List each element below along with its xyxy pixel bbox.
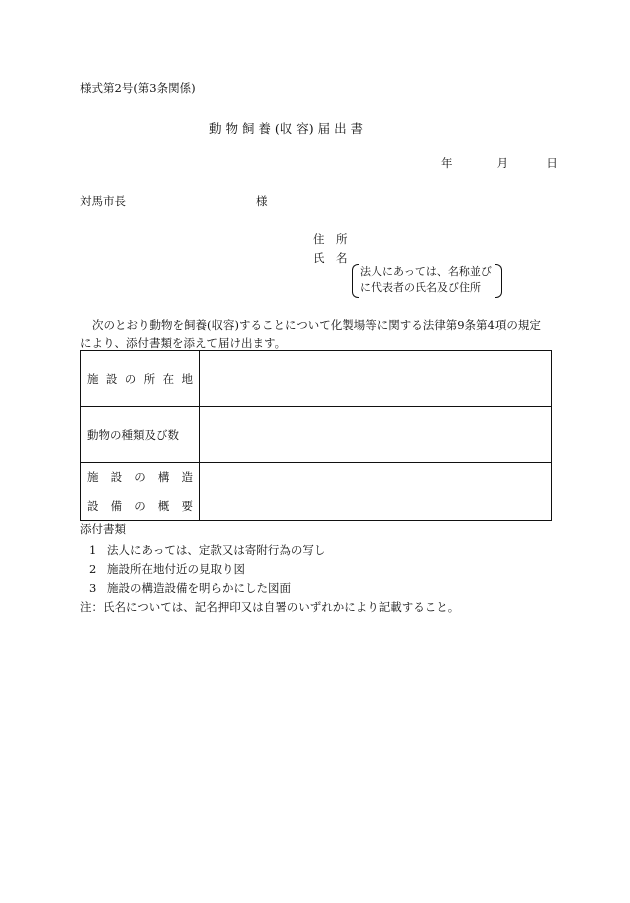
bracket-left — [352, 264, 359, 298]
label-animal-types-text: 動物の種類及び数 — [87, 427, 179, 442]
label-equipment-char: 設 — [87, 498, 99, 513]
label-structure-char: 設 — [110, 470, 123, 485]
label-equipment-char: 概 — [157, 498, 170, 513]
table-row-structure — [81, 463, 552, 521]
table-row-animals — [81, 407, 552, 463]
note: 注：氏名については、記名押印又は自署のいずれかにより記載すること。 — [80, 600, 460, 614]
attachment-item — [89, 561, 245, 577]
attachment-number: 3 — [89, 581, 97, 595]
attachment-text: 施設所在地付近の見取り図 — [107, 562, 245, 576]
body-line-1: 次のとおり動物を飼養(収容)することについて化製場等に関する法律第9条第4項の規定 — [92, 318, 541, 332]
address-label: 住 所 — [313, 232, 348, 246]
label-facility-structure — [81, 463, 200, 521]
field-animal-types[interactable] — [200, 407, 552, 463]
label-animal-types — [81, 407, 200, 463]
table-row-location — [81, 351, 552, 407]
form-number: 様式第2号(第3条関係) — [80, 81, 196, 95]
label-location-char: 在 — [162, 371, 175, 386]
label-equipment-char: の — [134, 498, 146, 513]
honorific: 様 — [256, 194, 268, 208]
corporation-note — [352, 262, 502, 298]
label-structure-char: 構 — [157, 470, 170, 485]
corporation-note-line1: 法人にあっては、名称並び — [360, 265, 492, 278]
date-month: 月 — [496, 156, 509, 170]
body-line-2: により、添付書類を添えて届け出ます。 — [80, 336, 287, 350]
label-structure-char: 造 — [181, 470, 193, 485]
field-facility-location[interactable] — [200, 351, 552, 407]
date-year: 年 — [441, 156, 453, 170]
label-facility-location — [81, 351, 200, 407]
addressee: 対馬市長 — [80, 194, 126, 208]
attachments-heading: 添付書類 — [80, 522, 126, 536]
attachment-number: 1 — [89, 543, 97, 557]
attachment-item — [89, 542, 325, 558]
document-title: 動 物 飼 養 (収 容) 届 出 書 — [209, 121, 364, 136]
date-day: 日 — [546, 156, 558, 170]
attachment-text: 施設の構造設備を明らかにした図面 — [107, 581, 291, 595]
label-structure-char: 施 — [87, 470, 99, 485]
label-location-char: の — [124, 371, 137, 386]
field-facility-structure[interactable] — [200, 463, 552, 521]
label-location-char: 設 — [105, 371, 118, 386]
body-text — [80, 316, 560, 352]
label-structure-char: の — [134, 470, 146, 485]
info-table — [80, 350, 552, 521]
label-location-char: 所 — [143, 371, 156, 386]
label-location-char: 地 — [181, 371, 193, 386]
name-label: 氏 名 — [313, 251, 348, 265]
corporation-note-line2: に代表者の氏名及び住所 — [360, 281, 481, 294]
label-equipment-char: 要 — [181, 498, 193, 513]
bracket-right — [495, 264, 502, 298]
attachment-number: 2 — [89, 562, 97, 576]
label-location-char: 施 — [87, 371, 99, 386]
attachment-text: 法人にあっては、定款又は寄附行為の写し — [107, 543, 326, 557]
attachment-item — [89, 580, 291, 596]
label-equipment-char: 備 — [110, 498, 123, 513]
date-line — [441, 155, 558, 171]
